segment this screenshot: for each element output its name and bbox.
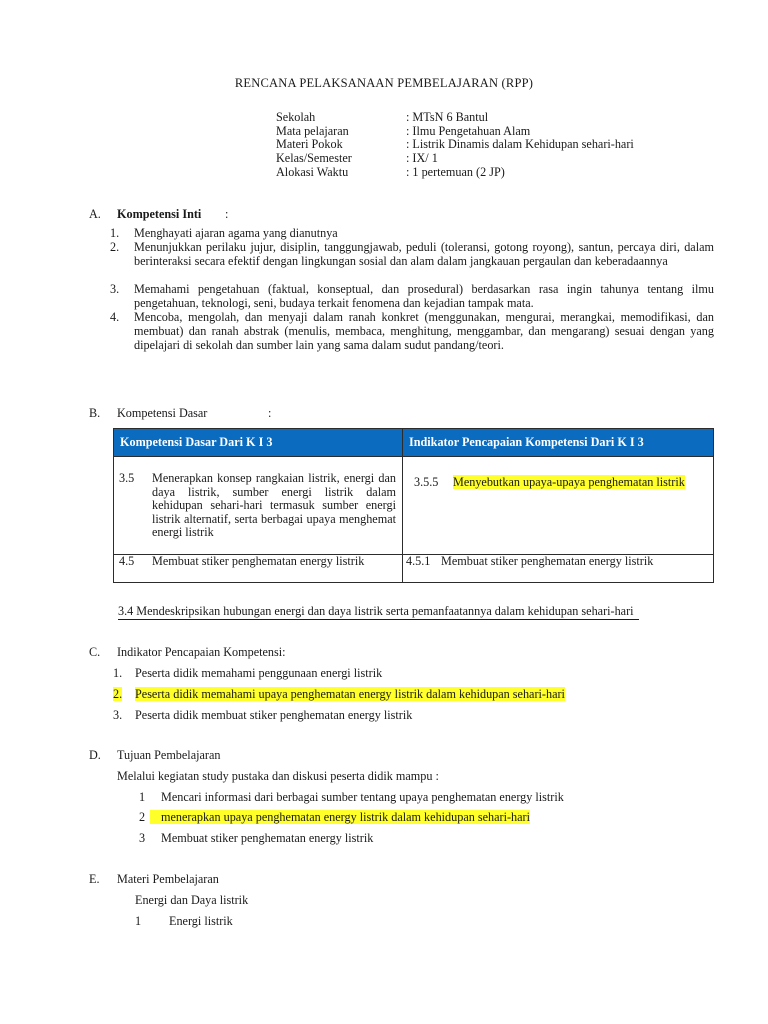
table-row — [114, 555, 714, 583]
kd-number: 3.5 — [119, 471, 135, 485]
highlighted-text: Peserta didik memahami upaya penghematan energy listrik dalam kehidupan sehari-hari — [135, 687, 565, 701]
section-b-title: Kompetensi Dasar — [117, 406, 208, 420]
indicator-item-number: 3. — [113, 708, 123, 722]
document-title: RENCANA PELAKSANAAN PEMBELAJARAN (RPP) — [234, 76, 534, 90]
section-a-colon: : — [225, 207, 229, 221]
info-key: Alokasi Waktu — [276, 165, 349, 179]
kd-cell — [114, 555, 403, 583]
kompetensi-dasar-table — [113, 428, 714, 583]
table-header-row — [114, 429, 714, 457]
material-number: 1 — [135, 914, 142, 928]
section-d-intro: Melalui kegiatan study pustaka dan diskusi peserta didik mampu : — [117, 769, 439, 783]
objective-text: Mencari informasi dari berbagai sumber tentang upaya penghematan energy listrik — [161, 790, 564, 804]
section-e-title: Materi Pembelajaran — [117, 872, 219, 886]
table-header-kd: Kompetensi Dasar Dari K I 3 — [114, 429, 403, 457]
table-row — [114, 457, 714, 555]
indicator-cell — [403, 555, 714, 583]
section-a-letter: A. — [89, 207, 101, 221]
info-value: : Ilmu Pengetahuan Alam — [406, 124, 531, 138]
kd-cell — [114, 457, 403, 555]
info-value: : Listrik Dinamis dalam Kehidupan sehari-hari — [406, 137, 634, 151]
ki-number: 3. — [110, 282, 120, 296]
kd-note: 3.4 Mendeskripsikan hubungan energi dan daya listrik serta pemanfaatannya dalam kehidupan sehari-hari — [118, 604, 639, 620]
objective-number: 1 — [139, 790, 146, 804]
info-value: : MTsN 6 Bantul — [406, 110, 489, 124]
highlighted-text: menerapkan upaya penghematan energy listrik dalam kehidupan sehari-hari — [150, 810, 530, 824]
info-value: : 1 pertemuan (2 JP) — [406, 165, 505, 179]
section-b-colon: : — [268, 406, 272, 420]
indicator-number: 3.5.5 — [414, 475, 439, 489]
info-value: : IX/ 1 — [406, 151, 438, 165]
indicator-item-number — [113, 687, 122, 702]
indicator-text: Membuat stiker penghematan energy listrik — [441, 554, 654, 568]
info-key: Kelas/Semester — [276, 151, 352, 165]
highlighted-text: 2. — [113, 687, 123, 701]
ki-text: Mencoba, mengolah, dan menyaji dalam ranah konkret (menggunakan, mengurai, merangkai, memodifikasi, dan membuat) dan ranah abstrak (menulis, membaca, menghitung, menggambar, dan mengarang) sesuai dengan yang dipelajari di sekolah dan sumber lain yang sama dalam sudut pandang/teori. — [134, 310, 714, 352]
objective-text: Membuat stiker penghematan energy listrik — [161, 831, 374, 845]
section-b-letter: B. — [89, 406, 101, 420]
table-header-indikator: Indikator Pencapaian Kompetensi Dari K I 3 — [403, 429, 714, 457]
section-e-letter: E. — [89, 872, 100, 886]
ki-number: 4. — [110, 310, 120, 324]
indicator-text — [453, 472, 705, 493]
section-a-title: Kompetensi Inti — [117, 207, 202, 221]
material-text: Energi listrik — [169, 914, 233, 928]
indicator-number: 4.5.1 — [406, 554, 431, 568]
objective-text — [150, 810, 530, 825]
section-c-letter: C. — [89, 645, 101, 659]
ki-number: 2. — [110, 240, 120, 254]
ki-text: Menunjukkan perilaku jujur, disiplin, tanggungjawab, peduli (toleransi, gotong royong), santun, percaya diri, dalam berinteraksi secara efektif dengan lingkungan sosial dan alam dalam jangkauan pergaulan dan keberadaannya — [134, 240, 714, 268]
ki-text: Menghayati ajaran agama yang dianutnya — [134, 226, 338, 240]
indicator-cell — [403, 457, 714, 555]
kd-text: Menerapkan konsep rangkaian listrik, energi dan daya listrik, sumber energi listrik dalam kehidupan sehari-hari termasuk sumber energi listrik alternatif, serta berbagai upaya menghemat energi listrik — [152, 471, 396, 539]
indicator-item-text — [135, 687, 565, 702]
highlighted-text: Menyebutkan upaya-upaya penghematan listrik — [453, 475, 685, 489]
info-key: Materi Pokok — [276, 137, 343, 151]
info-key: Sekolah — [276, 110, 316, 124]
kd-text: Membuat stiker penghematan energy listrik — [152, 554, 365, 568]
indicator-item-text: Peserta didik membuat stiker penghematan energy listrik — [135, 708, 413, 722]
section-c-title: Indikator Pencapaian Kompetensi: — [117, 645, 286, 659]
indicator-item-number: 1. — [113, 666, 123, 680]
indicator-item-text: Peserta didik memahami penggunaan energi listrik — [135, 666, 383, 680]
section-d-letter: D. — [89, 748, 101, 762]
ki-number: 1. — [110, 226, 120, 240]
ki-text: Memahami pengetahuan (faktual, konseptual, dan prosedural) berdasarkan rasa ingin tahunya tentang ilmu pengetahuan, teknologi, seni, budaya terkait fenomena dan kejadian tampak mata. — [134, 282, 714, 310]
objective-number: 3 — [139, 831, 146, 845]
info-key: Mata pelajaran — [276, 124, 349, 138]
objective-number: 2 — [139, 810, 146, 824]
section-e-subtitle: Energi dan Daya listrik — [135, 893, 249, 907]
section-d-title: Tujuan Pembelajaran — [117, 748, 221, 762]
kd-number: 4.5 — [119, 554, 135, 568]
